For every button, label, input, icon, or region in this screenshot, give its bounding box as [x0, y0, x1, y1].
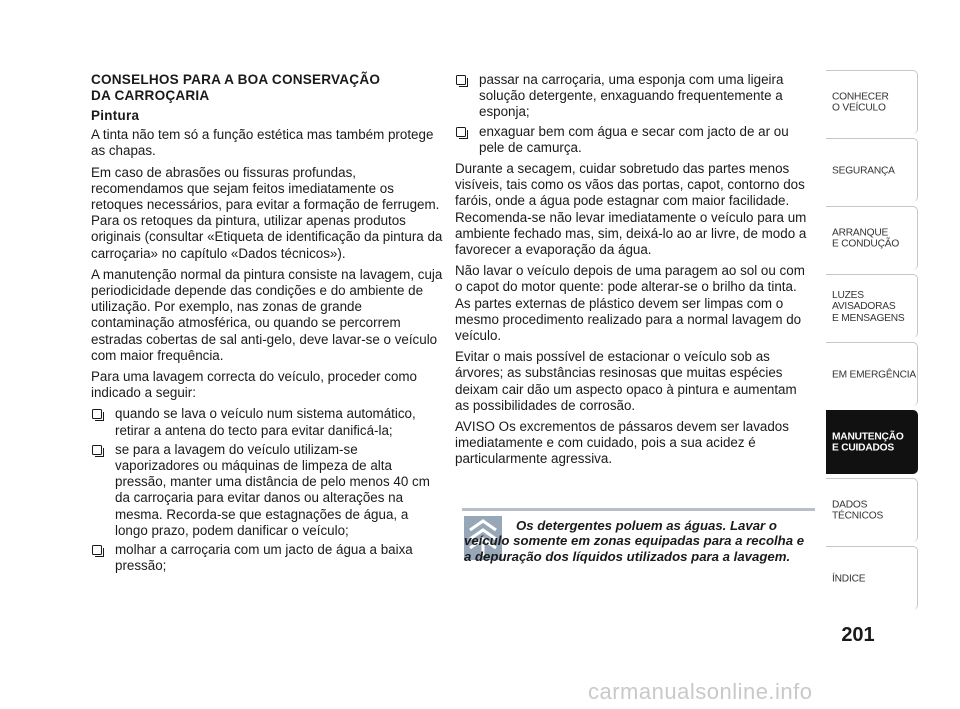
paragraph: Evitar o mais possível de estacionar o veículo sob as árvores; as substâncias resinosas que muitas espécies deixam cair dão um aspecto opaco à pintura e aumentam as possibilidades de corrosão.	[455, 349, 797, 413]
tab-em-emergencia[interactable]	[826, 342, 918, 406]
tab-arranque-e-conducao[interactable]	[826, 206, 918, 270]
subheading-pintura: Pintura	[91, 108, 140, 123]
paragraph: Durante a secagem, cuidar sobretudo das partes menos visíveis, tais como os vãos das portas, capot, contorno dos faróis, onde a água pode estagnar com maior facilidade. Recomenda-se não levar imediatamente o veículo para um ambiente fechado mas, sim, deixá-lo ao ar livre, de modo a favorecer a evaporação da água.	[455, 161, 807, 258]
bullet-list	[455, 72, 813, 156]
tab-label: EM EMERGÊNCIA	[832, 368, 917, 380]
paragraph: Não lavar o veículo depois de uma paragem ao sol ou com o capot do motor quente: pode alterar-se o brilho da tinta. As partes externas de plástico devem ser limpas com o mesmo procedimento realizado para a normal lavagem do veículo.	[455, 263, 805, 344]
list-item	[455, 72, 813, 121]
list-item	[91, 406, 443, 438]
list-item-text: passar na carroçaria, uma esponja com uma ligeira solução detergente, enxaguando frequentemente a esponja;	[479, 72, 784, 120]
tab-label: CONHECER O VEÍCULO	[832, 91, 889, 114]
list-item-text: se para a lavagem do veículo utilizam-se vaporizadores ou máquinas de limpeza de alta pressão, manter uma distância de pelo menos 40 cm da carroçaria para evitar danos ou alterações na mesma. Recorda-se que estagnações de água, a longo prazo, podem danificar o veículo;	[115, 441, 430, 538]
list-item	[455, 124, 813, 156]
tab-manutencao-e-cuidados[interactable]	[826, 410, 918, 474]
tab-label: LUZES AVISADORAS E MENSAGENS	[832, 289, 905, 324]
checkbox-bullet-icon	[92, 409, 102, 419]
heading-line-1: CONSELHOS PARA A BOA CONSERVAÇÃO	[91, 72, 381, 87]
page-number: 201	[841, 624, 875, 646]
list-item	[91, 442, 443, 539]
note-divider	[462, 508, 815, 511]
list-item	[91, 542, 443, 574]
checkbox-bullet-icon	[456, 127, 466, 137]
tab-luzes-avisadoras[interactable]	[826, 274, 918, 338]
chapter-sidebar	[826, 70, 918, 614]
tab-conhecer-o-veiculo[interactable]	[826, 70, 918, 134]
checkbox-bullet-icon	[456, 75, 466, 85]
watermark: carmanualsonline.info	[588, 679, 813, 704]
paragraph: Para uma lavagem correcta do veículo, proceder como indicado a seguir:	[91, 369, 417, 401]
paragraph-aviso: AVISO Os excrementos de pássaros devem ser lavados imediatamente e com cuidado, pois a sua acidez é particularmente agressiva.	[455, 419, 789, 467]
tab-label: MANUTENÇÃO E CUIDADOS	[832, 431, 904, 454]
list-item-text: quando se lava o veículo num sistema automático, retirar a antena do tecto para evitar danificá-la;	[115, 406, 416, 438]
tab-label: ARRANQUE E CONDUÇÃO	[832, 227, 900, 250]
tab-label: ÍNDICE	[832, 572, 866, 584]
bullet-list	[91, 406, 443, 574]
paragraph: A manutenção normal da pintura consiste na lavagem, cuja periodicidade depende das condições e do ambiente de utilização. Por exemplo, nas zonas de grande contaminação atmosférica, ou quando se percorrem estradas cobertas de sal anti-gelo, deve lavar-se o veículo com maior frequência.	[91, 266, 443, 363]
heading-line-2: DA CARROÇARIA	[91, 87, 210, 103]
environment-note	[464, 518, 814, 564]
list-item-text: enxaguar bem com água e secar com jacto de ar ou pele de camurça.	[479, 123, 789, 155]
left-column	[91, 72, 443, 579]
tab-label: SEGURANÇA	[832, 164, 895, 176]
tab-dados-tecnicos[interactable]	[826, 478, 918, 542]
paragraph: A tinta não tem só a função estética mas também protege as chapas.	[91, 127, 434, 159]
tab-label: DADOS TÉCNICOS	[832, 499, 884, 522]
environment-note-text: Os detergentes poluem as águas. Lavar o veículo somente em zonas equipadas para a recolha e a depuração dos líquidos utilizados para a lavagem.	[464, 518, 805, 564]
right-column	[455, 72, 813, 473]
list-item-text: molhar a carroçaria com um jacto de água a baixa pressão;	[115, 542, 413, 574]
section-heading	[91, 72, 443, 103]
checkbox-bullet-icon	[92, 545, 102, 555]
tab-indice[interactable]	[826, 546, 918, 610]
checkbox-bullet-icon	[92, 445, 102, 455]
paragraph: Em caso de abrasões ou fissuras profundas, recomendamos que sejam feitos imediatamente os retoques necessários, para evitar a formação de ferrugem. Para os retoques da pintura, utilizar apenas produtos originais (consultar «Etiqueta de identificação da pintura da carroçaria» no capítulo «Dados técnicos»).	[91, 164, 443, 261]
tab-seguranca[interactable]	[826, 138, 918, 202]
